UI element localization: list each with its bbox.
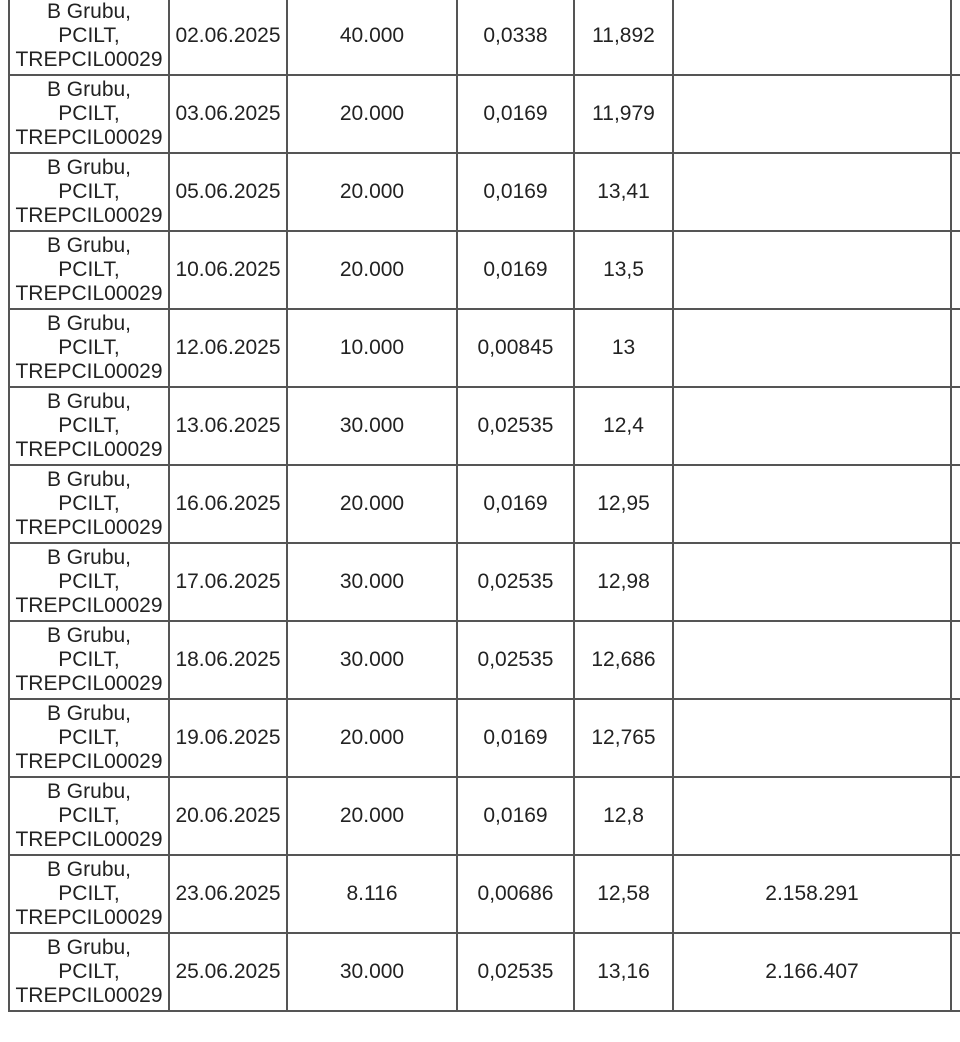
extra-cell	[951, 543, 960, 621]
extra-cell	[951, 231, 960, 309]
instrument-group: B Grubu,	[46, 702, 132, 725]
extra-cell	[951, 153, 960, 231]
ratio-cell: 0,0169	[457, 699, 574, 777]
instrument-cell	[9, 231, 169, 309]
instrument-isin: TREPCIL00029	[15, 750, 163, 773]
ratio-cell: 0,0169	[457, 777, 574, 855]
extra-cell	[951, 699, 960, 777]
ratio-cell: 0,00845	[457, 309, 574, 387]
date-cell: 05.06.2025	[169, 153, 287, 231]
quantity-cell: 30.000	[287, 387, 457, 465]
quantity-cell: 8.116	[287, 855, 457, 933]
date-cell: 20.06.2025	[169, 777, 287, 855]
price-cell: 12,8	[574, 777, 673, 855]
date-cell: 02.06.2025	[169, 0, 287, 75]
date-cell: 12.06.2025	[169, 309, 287, 387]
extra-cell	[951, 75, 960, 153]
extra-cell	[951, 309, 960, 387]
instrument-group: B Grubu,	[46, 312, 132, 335]
extra-cell	[951, 0, 960, 75]
quantity-cell: 20.000	[287, 699, 457, 777]
price-cell: 12,98	[574, 543, 673, 621]
quantity-cell: 20.000	[287, 231, 457, 309]
quantity-cell: 40.000	[287, 0, 457, 75]
instrument-isin: TREPCIL00029	[15, 126, 163, 149]
extra-cell	[951, 621, 960, 699]
price-cell: 12,765	[574, 699, 673, 777]
price-cell: 11,892	[574, 0, 673, 75]
transactions-table	[8, 0, 960, 1012]
table-row	[9, 309, 960, 387]
instrument-isin: TREPCIL00029	[15, 282, 163, 305]
instrument-group: B Grubu,	[46, 624, 132, 647]
quantity-cell: 10.000	[287, 309, 457, 387]
total-cell: 2.158.291	[673, 855, 951, 933]
total-cell	[673, 777, 951, 855]
instrument-isin: TREPCIL00029	[15, 48, 163, 71]
date-cell: 17.06.2025	[169, 543, 287, 621]
instrument-cell	[9, 0, 169, 75]
quantity-cell: 20.000	[287, 465, 457, 543]
quantity-cell: 20.000	[287, 777, 457, 855]
instrument-isin: TREPCIL00029	[15, 360, 163, 383]
quantity-cell: 30.000	[287, 933, 457, 1011]
total-cell	[673, 153, 951, 231]
instrument-isin: TREPCIL00029	[15, 594, 163, 617]
table-row	[9, 699, 960, 777]
extra-cell	[951, 933, 960, 1011]
instrument-code: PCILT,	[58, 24, 120, 47]
instrument-code: PCILT,	[58, 102, 120, 125]
quantity-cell: 20.000	[287, 153, 457, 231]
instrument-code: PCILT,	[58, 882, 120, 905]
instrument-code: PCILT,	[58, 726, 120, 749]
price-cell: 12,4	[574, 387, 673, 465]
instrument-isin: TREPCIL00029	[15, 438, 163, 461]
price-cell: 13,41	[574, 153, 673, 231]
quantity-cell: 30.000	[287, 621, 457, 699]
ratio-cell: 0,02535	[457, 387, 574, 465]
ratio-cell: 0,02535	[457, 621, 574, 699]
table-row	[9, 75, 960, 153]
instrument-group: B Grubu,	[46, 468, 132, 491]
ratio-cell: 0,0169	[457, 75, 574, 153]
ratio-cell: 0,02535	[457, 933, 574, 1011]
table-row	[9, 777, 960, 855]
instrument-cell	[9, 777, 169, 855]
table-row	[9, 465, 960, 543]
transactions-table-container	[8, 0, 960, 1012]
date-cell: 03.06.2025	[169, 75, 287, 153]
total-cell	[673, 231, 951, 309]
instrument-isin: TREPCIL00029	[15, 672, 163, 695]
instrument-group: B Grubu,	[46, 78, 132, 101]
extra-cell	[951, 855, 960, 933]
instrument-group: B Grubu,	[46, 858, 132, 881]
price-cell: 13	[574, 309, 673, 387]
price-cell: 12,95	[574, 465, 673, 543]
ratio-cell: 0,0169	[457, 465, 574, 543]
instrument-isin: TREPCIL00029	[15, 984, 163, 1007]
date-cell: 13.06.2025	[169, 387, 287, 465]
total-cell	[673, 309, 951, 387]
instrument-isin: TREPCIL00029	[15, 828, 163, 851]
instrument-code: PCILT,	[58, 492, 120, 515]
table-row	[9, 855, 960, 933]
instrument-group: B Grubu,	[46, 156, 132, 179]
instrument-isin: TREPCIL00029	[15, 516, 163, 539]
instrument-group: B Grubu,	[46, 234, 132, 257]
instrument-cell	[9, 75, 169, 153]
date-cell: 19.06.2025	[169, 699, 287, 777]
instrument-group: B Grubu,	[46, 0, 132, 23]
table-body	[9, 0, 960, 1011]
extra-cell	[951, 465, 960, 543]
table-row	[9, 0, 960, 75]
table-row	[9, 543, 960, 621]
instrument-cell	[9, 933, 169, 1011]
price-cell: 13,5	[574, 231, 673, 309]
price-cell: 13,16	[574, 933, 673, 1011]
instrument-cell	[9, 387, 169, 465]
instrument-cell	[9, 465, 169, 543]
quantity-cell: 20.000	[287, 75, 457, 153]
instrument-code: PCILT,	[58, 570, 120, 593]
instrument-isin: TREPCIL00029	[15, 204, 163, 227]
table-row	[9, 231, 960, 309]
total-cell	[673, 621, 951, 699]
instrument-code: PCILT,	[58, 804, 120, 827]
total-cell: 2.166.407	[673, 933, 951, 1011]
instrument-code: PCILT,	[58, 336, 120, 359]
price-cell: 12,686	[574, 621, 673, 699]
instrument-group: B Grubu,	[46, 780, 132, 803]
ratio-cell: 0,0169	[457, 231, 574, 309]
date-cell: 16.06.2025	[169, 465, 287, 543]
instrument-code: PCILT,	[58, 414, 120, 437]
instrument-group: B Grubu,	[46, 546, 132, 569]
date-cell: 25.06.2025	[169, 933, 287, 1011]
table-row	[9, 621, 960, 699]
ratio-cell: 0,0338	[457, 0, 574, 75]
table-row	[9, 933, 960, 1011]
instrument-cell	[9, 153, 169, 231]
total-cell	[673, 543, 951, 621]
instrument-group: B Grubu,	[46, 936, 132, 959]
table-row	[9, 387, 960, 465]
date-cell: 23.06.2025	[169, 855, 287, 933]
date-cell: 10.06.2025	[169, 231, 287, 309]
instrument-code: PCILT,	[58, 180, 120, 203]
total-cell	[673, 465, 951, 543]
extra-cell	[951, 387, 960, 465]
ratio-cell: 0,0169	[457, 153, 574, 231]
instrument-cell	[9, 309, 169, 387]
instrument-group: B Grubu,	[46, 390, 132, 413]
ratio-cell: 0,02535	[457, 543, 574, 621]
table-row	[9, 153, 960, 231]
price-cell: 11,979	[574, 75, 673, 153]
quantity-cell: 30.000	[287, 543, 457, 621]
total-cell	[673, 699, 951, 777]
date-cell: 18.06.2025	[169, 621, 287, 699]
instrument-cell	[9, 855, 169, 933]
price-cell: 12,58	[574, 855, 673, 933]
instrument-code: PCILT,	[58, 960, 120, 983]
instrument-cell	[9, 699, 169, 777]
instrument-isin: TREPCIL00029	[15, 906, 163, 929]
extra-cell	[951, 777, 960, 855]
total-cell	[673, 0, 951, 75]
total-cell	[673, 75, 951, 153]
total-cell	[673, 387, 951, 465]
instrument-cell	[9, 621, 169, 699]
instrument-cell	[9, 543, 169, 621]
ratio-cell: 0,00686	[457, 855, 574, 933]
instrument-code: PCILT,	[58, 648, 120, 671]
instrument-code: PCILT,	[58, 258, 120, 281]
